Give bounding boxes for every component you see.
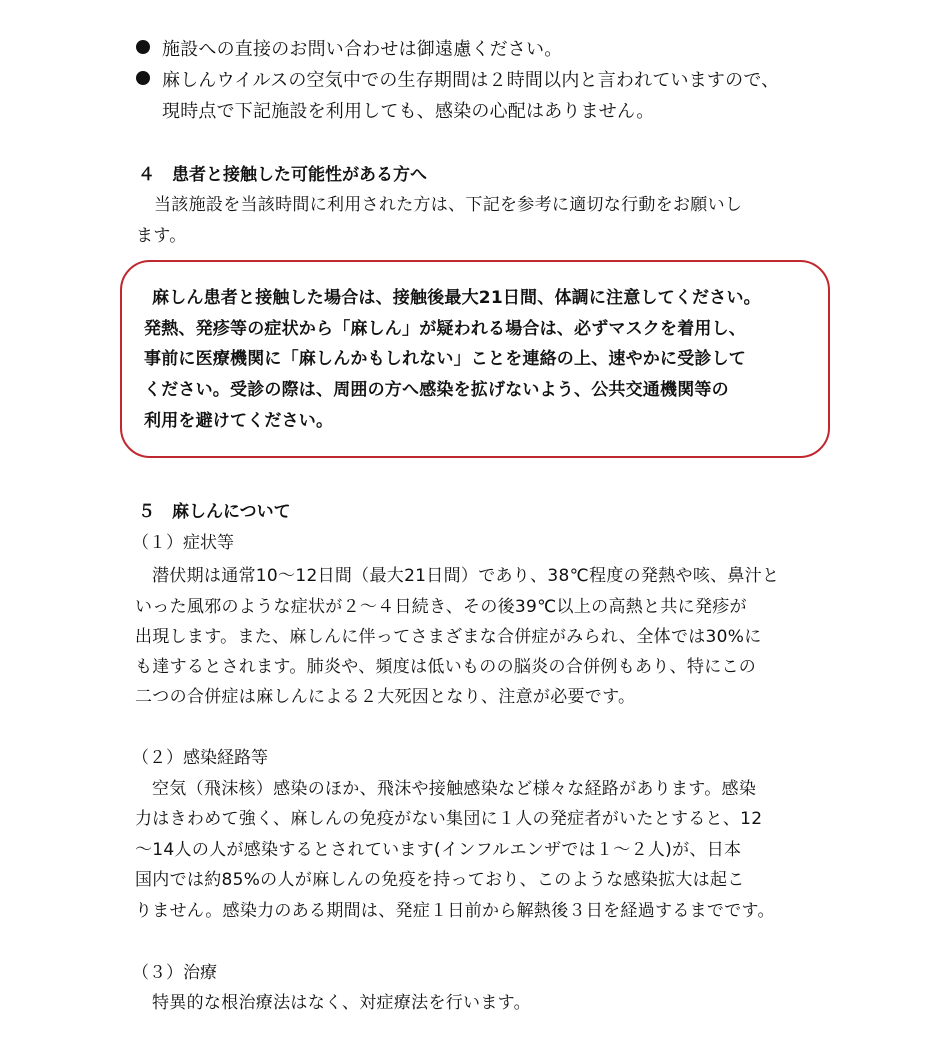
- body-line: 国内では約85%の人が麻しんの免疫を持っており、このような感染拡大は起こ: [135, 870, 745, 890]
- notice-line: 麻しん患者と接触した場合は、接触後最大21日間、体調に注意してください。: [152, 288, 761, 308]
- body-line: 出現します。また、麻しんに伴ってさまざまな合併症がみられ、全体では30%に: [135, 627, 762, 647]
- body-line: ます。: [136, 226, 187, 246]
- body-line: 潜伏期は通常10～12日間（最大21日間）であり、38℃程度の発熱や咳、鼻汁と: [152, 566, 780, 586]
- bullet-text: 施設への直接のお問い合わせは御遠慮ください。: [162, 39, 563, 60]
- notice-line: 発熱、発疹等の症状から「麻しん」が疑われる場合は、必ずマスクを着用し、: [144, 319, 746, 339]
- bullet-icon: [136, 71, 150, 85]
- body-line: 二つの合併症は麻しんによる２大死因となり、注意が必要です。: [135, 687, 636, 707]
- body-line: 当該施設を当該時間に利用された方は、下記を参考に適切な行動をお願いし: [154, 195, 743, 215]
- body-line: いった風邪のような症状が２～４日続き、その後39℃以上の高熱と共に発疹が: [135, 597, 747, 617]
- body-line: ～14人の人が感染するとされています(インフルエンザでは１～２人)が、日本: [135, 840, 742, 860]
- subsection-title: （２）感染経路等: [132, 748, 268, 768]
- body-line: 空気（飛沫核）感染のほか、飛沫や接触感染など様々な経路があります。感染: [152, 779, 757, 799]
- body-line: 力はきわめて強く、麻しんの免疫がない集団に１人の発症者がいたとすると、12: [135, 809, 763, 829]
- body-line: りません。感染力のある期間は、発症１日前から解熱後３日を経過するまでです。: [135, 901, 775, 921]
- notice-line: 利用を避けてください。: [144, 411, 334, 431]
- body-line: も達するとされます。肺炎や、頻度は低いものの脳炎の合併例もあり、特にこの: [135, 657, 757, 677]
- body-line: 特異的な根治療法はなく、対症療法を行います。: [152, 993, 531, 1013]
- subsection-title: （１）症状等: [132, 533, 234, 553]
- bullet-text: 現時点で下記施設を利用しても、感染の心配はありません。: [162, 101, 655, 122]
- bullet-icon: [136, 40, 150, 54]
- bullet-text: 麻しんウイルスの空気中での生存期間は２時間以内と言われていますので、: [162, 70, 780, 91]
- subsection-title: （３）治療: [132, 963, 217, 983]
- section-heading: ４ 患者と接触した可能性がある方へ: [138, 165, 427, 185]
- notice-line: 事前に医療機関に「麻しんかもしれない」ことを連絡の上、速やかに受診して: [144, 349, 746, 369]
- notice-line: ください。受診の際は、周囲の方へ感染を拡げないよう、公共交通機関等の: [144, 380, 729, 400]
- section-heading: ５ 麻しんについて: [138, 502, 291, 522]
